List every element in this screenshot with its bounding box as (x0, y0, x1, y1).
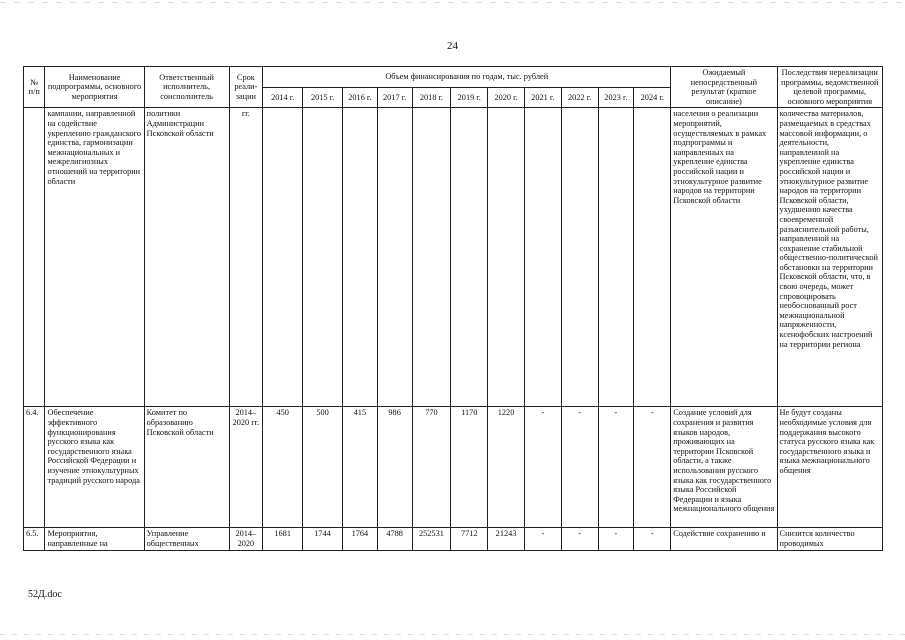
cell-value (412, 108, 451, 407)
header-year: 2023 г. (598, 87, 634, 108)
cell-value (303, 108, 343, 407)
cell-name: Обеспечение эффективного функционирования русского языка как государственного языка Российской Федерации и изучение этнокультурных традиций русского народа (45, 407, 144, 528)
scan-artifact-top (0, 2, 905, 3)
cell-result: Содействие сохранению и (671, 528, 777, 550)
header-name: Наименование подпрограммы, основного мероприятия (45, 67, 144, 108)
cell-consequences: Не будут созданы необходимые условия для поддержания высокого статуса русского языка как государственного языка и языка межнационального общения (777, 407, 882, 528)
cell-value: - (524, 528, 561, 550)
page-number: 24 (447, 40, 458, 52)
cell-name: кампании, направленной на содействие укреплению гражданского единства, гармонизации межнациональных и межрелигиозных отношений на территории области (45, 108, 144, 407)
cell-value (561, 108, 598, 407)
cell-value: - (598, 528, 634, 550)
cell-value (377, 108, 412, 407)
header-year: 2024 г. (634, 87, 671, 108)
cell-responsible: Комитет по образованию Псковской области (144, 407, 229, 528)
cell-responsible: политики Администрации Псковской области (144, 108, 229, 407)
header-term: Срок реали-зации (229, 67, 263, 108)
header-funding: Объем финансирования по годам, тыс. рублей (263, 67, 671, 88)
footer-filename: 52Д.doc (28, 589, 62, 600)
header-year: 2016 г. (342, 87, 377, 108)
cell-name: Мероприятия, направленные на (45, 528, 144, 550)
cell-term: 2014–2020 гг. (229, 407, 263, 528)
table-row (24, 528, 883, 550)
cell-value (263, 108, 303, 407)
cell-value: 415 (342, 407, 377, 528)
cell-no (24, 108, 45, 407)
header-year: 2018 г. (412, 87, 451, 108)
cell-term: гг. (229, 108, 263, 407)
header-year: 2019 г. (451, 87, 488, 108)
header-year: 2020 г. (488, 87, 525, 108)
cell-value: - (524, 407, 561, 528)
table-row (24, 108, 883, 407)
cell-value: 450 (263, 407, 303, 528)
cell-consequences: Снизится количество проводимых (777, 528, 882, 550)
cell-value: - (561, 528, 598, 550)
cell-value: - (634, 528, 671, 550)
cell-value: 500 (303, 407, 343, 528)
cell-value: 21243 (488, 528, 525, 550)
scan-artifact-bottom (0, 634, 905, 635)
cell-value: 1764 (342, 528, 377, 550)
cell-no: 6.4. (24, 407, 45, 528)
cell-value (524, 108, 561, 407)
header-year: 2017 г. (377, 87, 412, 108)
cell-value: - (634, 407, 671, 528)
header-responsible: Ответственный исполнитель, соисполнитель (144, 67, 229, 108)
header-row (24, 67, 883, 88)
header-consequences: Последствия нереализации программы, ведомственной целевой программы, основного мероприятия (777, 67, 882, 108)
cell-value: - (561, 407, 598, 528)
program-table (23, 66, 883, 551)
cell-no: 6.5. (24, 528, 45, 550)
cell-value: 4788 (377, 528, 412, 550)
cell-value: 252531 (412, 528, 451, 550)
cell-term: 2014–2020 (229, 528, 263, 550)
cell-value: - (598, 407, 634, 528)
table-row (24, 407, 883, 528)
cell-value: 770 (412, 407, 451, 528)
header-year: 2021 г. (524, 87, 561, 108)
header-year: 2015 г. (303, 87, 343, 108)
cell-value: 1170 (451, 407, 488, 528)
cell-value: 986 (377, 407, 412, 528)
cell-value (634, 108, 671, 407)
header-no: № п/п (24, 67, 45, 108)
header-year: 2022 г. (561, 87, 598, 108)
cell-consequences: количества материалов, размещаемых в средствах массовой информации, о деятельности, направленной на укрепление единства российской нации и этнокультурное развитие народов на территории Псковской области, ухудшению качества своевременной разъяснительной работы, направленной на сохранение стабильной общественно-политической обстановки на территории Псковской области, что, в свою очередь, может спровоцировать необоснованный рост межнациональной напряженности, ксенофобских настроений на территории региона (777, 108, 882, 407)
cell-value: 7712 (451, 528, 488, 550)
cell-value: 1220 (488, 407, 525, 528)
cell-result: Создание условий для сохранения и развития языков народов, проживающих на территории Псковской области, а также использования русского языка как государственного языка Российской Федерации и языка межнационального общения (671, 407, 777, 528)
cell-value (488, 108, 525, 407)
cell-value: 1681 (263, 528, 303, 550)
cell-value (342, 108, 377, 407)
header-year: 2014 г. (263, 87, 303, 108)
cell-value (598, 108, 634, 407)
cell-result: населения о реализации мероприятий, осуществляемых в рамках подпрограммы и направленных на укрепление единства российской нации и этнокультурное развитие народов на территории Псковской области (671, 108, 777, 407)
cell-value (451, 108, 488, 407)
cell-responsible: Управление общественных (144, 528, 229, 550)
header-result: Ожидаемый непосредственный результат (краткое описание) (671, 67, 777, 108)
cell-value: 1744 (303, 528, 343, 550)
